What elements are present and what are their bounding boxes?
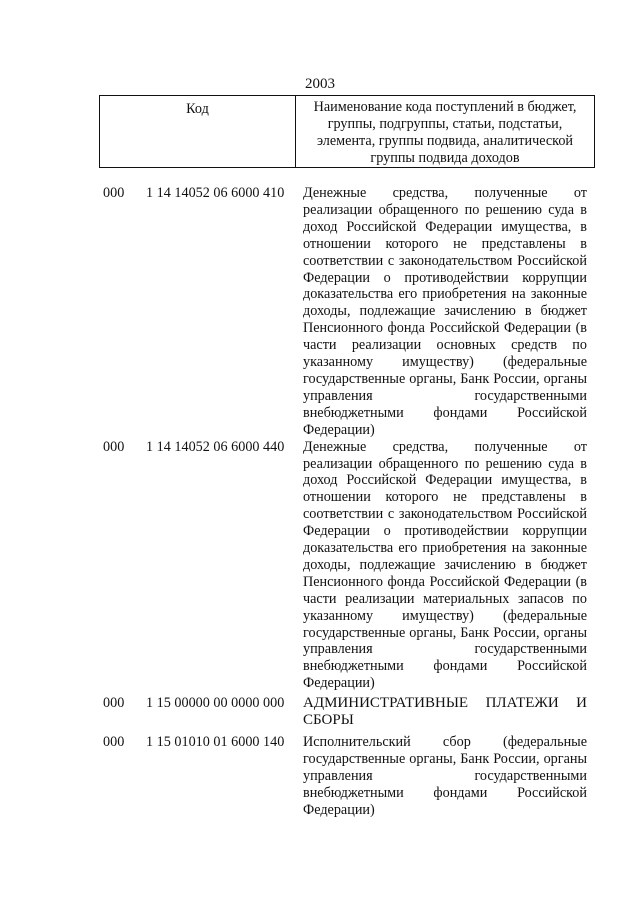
revenue-code: 1 15 01010 01 6000 140 [146, 734, 285, 750]
admin-code: 000 [103, 734, 125, 750]
revenue-code: 1 14 14052 06 6000 440 [146, 438, 285, 455]
revenue-description: Исполнительский сбор (федеральные государственные органы, Банк России, органы управления государственными внебюджетными фондами Российской Федерации) [303, 734, 587, 818]
table-body [0, 185, 640, 819]
table-header [99, 95, 595, 168]
revenue-code: 1 14 14052 06 6000 410 [146, 185, 285, 201]
header-name-column: Наименование кода поступлений в бюджет, группы, подгруппы, статьи, подстатьи, элемента, группы подвида, аналитической группы подвида доходов [313, 99, 577, 166]
revenue-description: Денежные средства, полученные от реализации обращенного по решению суда в доход Российской Федерации имущества, в отношении которого не представлены в соответствии с законодательством Российской Федерации о противодействии коррупции доказательства его приобретения на законные доходы, подлежащие зачислению в бюджет Пенсионного фонда Российской Федерации (в части реализации материальных запасов по указанному имуществу) (федеральные государственные органы, Банк России, органы управления государственными внебюджетными фондами Российской Федерации) [303, 438, 587, 692]
table-row [0, 439, 640, 693]
admin-code: 000 [103, 185, 125, 201]
page-number: 2003 [305, 76, 335, 92]
revenue-code: 1 15 00000 00 0000 000 [146, 695, 285, 712]
admin-code: 000 [103, 695, 125, 712]
revenue-description: АДМИНИСТРАТИВНЫЕ ПЛАТЕЖИ И СБОРЫ [303, 695, 587, 729]
revenue-description: Денежные средства, полученные от реализации обращенного по решению суда в доход Российской Федерации имущества, в отношении которого не представлены в соответствии с законодательством Российской Федерации о противодействии коррупции доказательства его приобретения на законные доходы, подлежащие зачислению в бюджет Пенсионного фонда Российской Федерации (в части реализации основных средств по указанному имуществу) (федеральные государственные органы, Банк России, органы управления государственными внебюджетными фондами Российской Федерации) [303, 185, 587, 438]
table-row [0, 185, 640, 439]
table-row [0, 695, 640, 729]
table-row [0, 734, 640, 819]
admin-code: 000 [103, 438, 125, 455]
header-code-column: Код [100, 96, 296, 167]
